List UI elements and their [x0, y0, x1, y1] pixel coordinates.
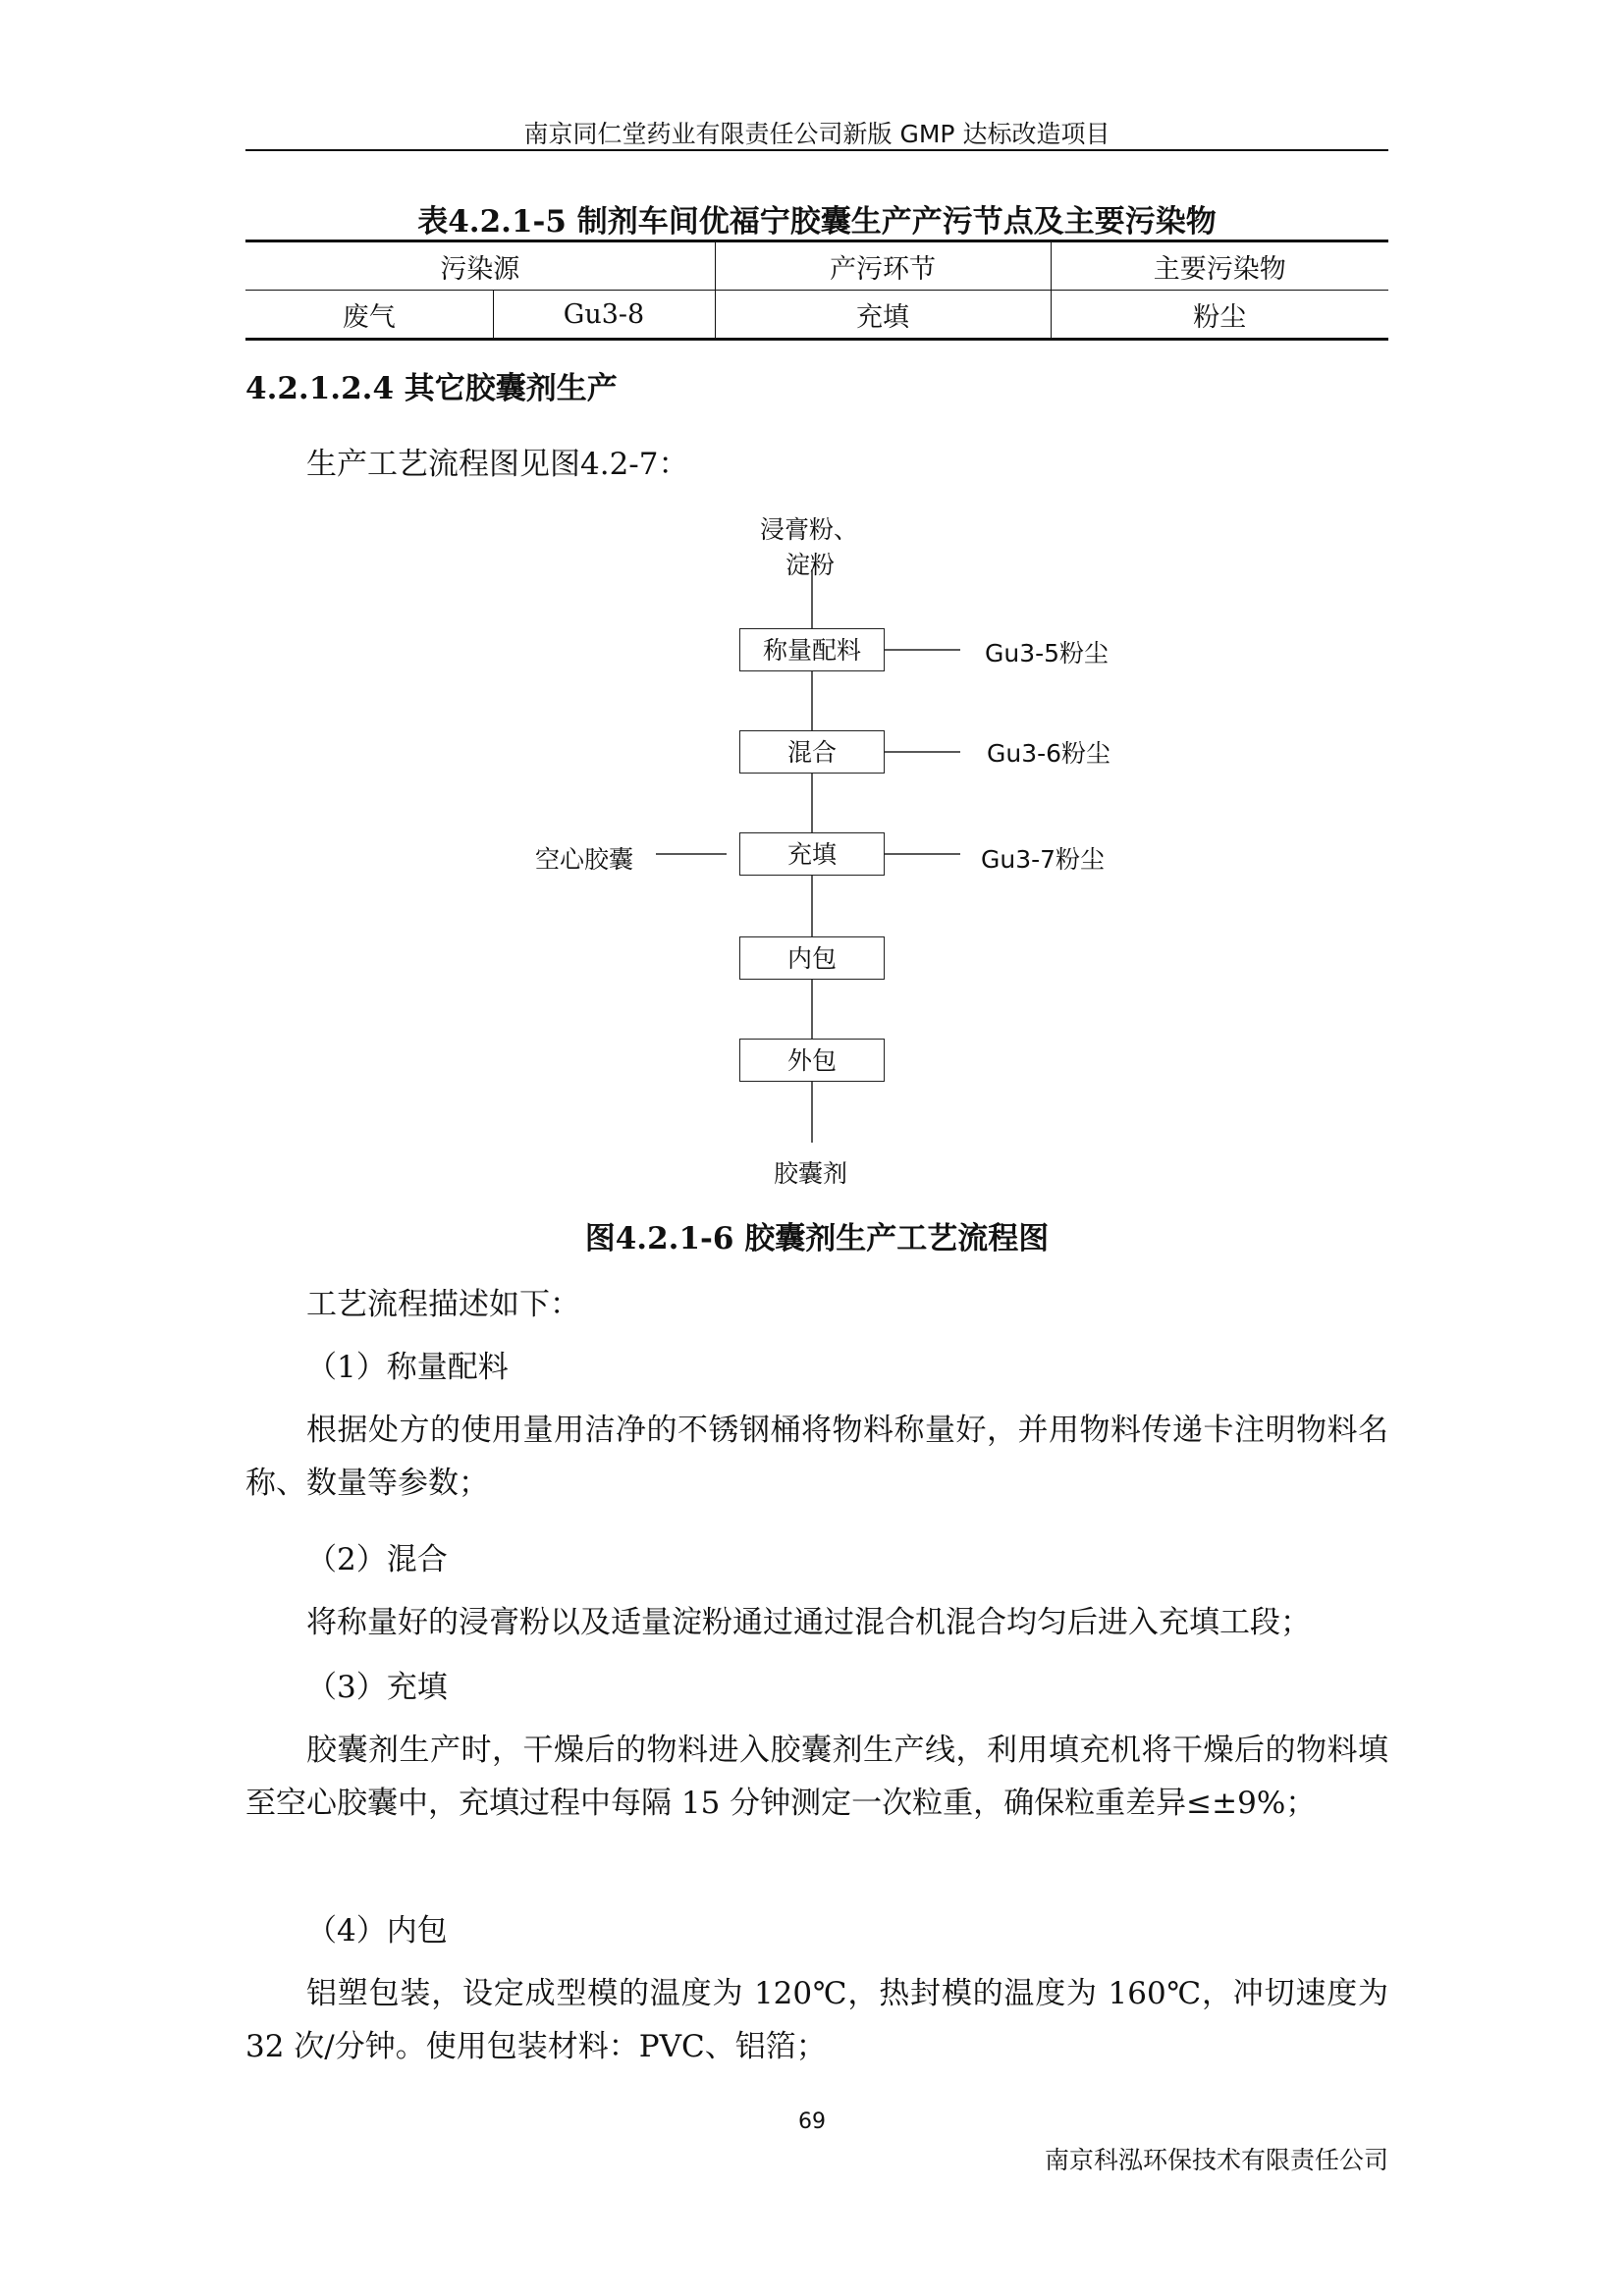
section-heading: 4.2.1.2.4 其它胶囊剂生产 — [245, 371, 618, 406]
step4-text: 铝塑包装，设定成型模的温度为 120℃，热封模的温度为 160℃，冲切速度为 32 次/分钟。使用包装材料：PVC、铝箔； — [245, 1976, 1388, 2064]
header-cell-pollutant: 主要污染物 — [1051, 241, 1388, 291]
page-number: 69 — [798, 2109, 826, 2134]
step-filling: 充填 — [739, 832, 885, 876]
step3-text: 胶囊剂生产时，干燥后的物料进入胶囊剂生产线，利用填充机将干燥后的物料填至空心胶囊中，充填过程中每隔 15 分钟测定一次粒重，确保粒重差异≤±9%； — [245, 1733, 1388, 1821]
cell-code: Gu3-8 — [493, 291, 715, 340]
step1-title: （1）称量配料 — [306, 1350, 509, 1385]
step-weighing: 称量配料 — [739, 628, 885, 671]
step3-title: （3）充填 — [306, 1670, 448, 1705]
step2-text: 将称量好的浸膏粉以及适量淀粉通过通过混合机混合均匀后进入充填工段； — [306, 1605, 1311, 1640]
input-label-2: 淀粉 — [785, 551, 836, 579]
table-title: 表4.2.1-5 制剂车间优福宁胶囊生产产污节点及主要污染物 — [417, 204, 1217, 240]
step1-text: 根据处方的使用量用洁净的不锈钢桶将物料称量好，并用物料传递卡注明物料名称、数量等参数； — [245, 1413, 1388, 1501]
step-mixing: 混合 — [739, 730, 885, 774]
emission-label-3: Gu3-7粉尘 — [981, 845, 1106, 874]
intro-paragraph: 生产工艺流程图见图4.2-7： — [306, 447, 689, 482]
step2-title: （2）混合 — [306, 1542, 448, 1577]
cell-pollutant: 粉尘 — [1051, 291, 1388, 340]
page-header: 南京同仁堂药业有限责任公司新版 GMP 达标改造项目 — [523, 120, 1110, 148]
step-inner-pack: 内包 — [739, 936, 885, 980]
footer-company: 南京科泓环保技术有限责任公司 — [1044, 2146, 1388, 2174]
side-input-label: 空心胶囊 — [535, 845, 634, 874]
cell-stage: 充填 — [715, 291, 1051, 340]
emission-label-2: Gu3-6粉尘 — [987, 739, 1111, 768]
header-cell-stage: 产污环节 — [715, 241, 1051, 291]
emission-label-1: Gu3-5粉尘 — [985, 639, 1110, 667]
step4-title: （4）内包 — [306, 1913, 448, 1949]
process-description-intro: 工艺流程描述如下： — [306, 1287, 580, 1322]
input-label-1: 浸膏粉、 — [760, 515, 859, 544]
header-cell-source: 污染源 — [245, 241, 715, 291]
cell-type: 废气 — [245, 291, 493, 340]
step-outer-pack: 外包 — [739, 1039, 885, 1082]
product-label: 胶囊剂 — [774, 1159, 848, 1188]
figure-caption: 图4.2.1-6 胶囊剂生产工艺流程图 — [584, 1221, 1050, 1256]
